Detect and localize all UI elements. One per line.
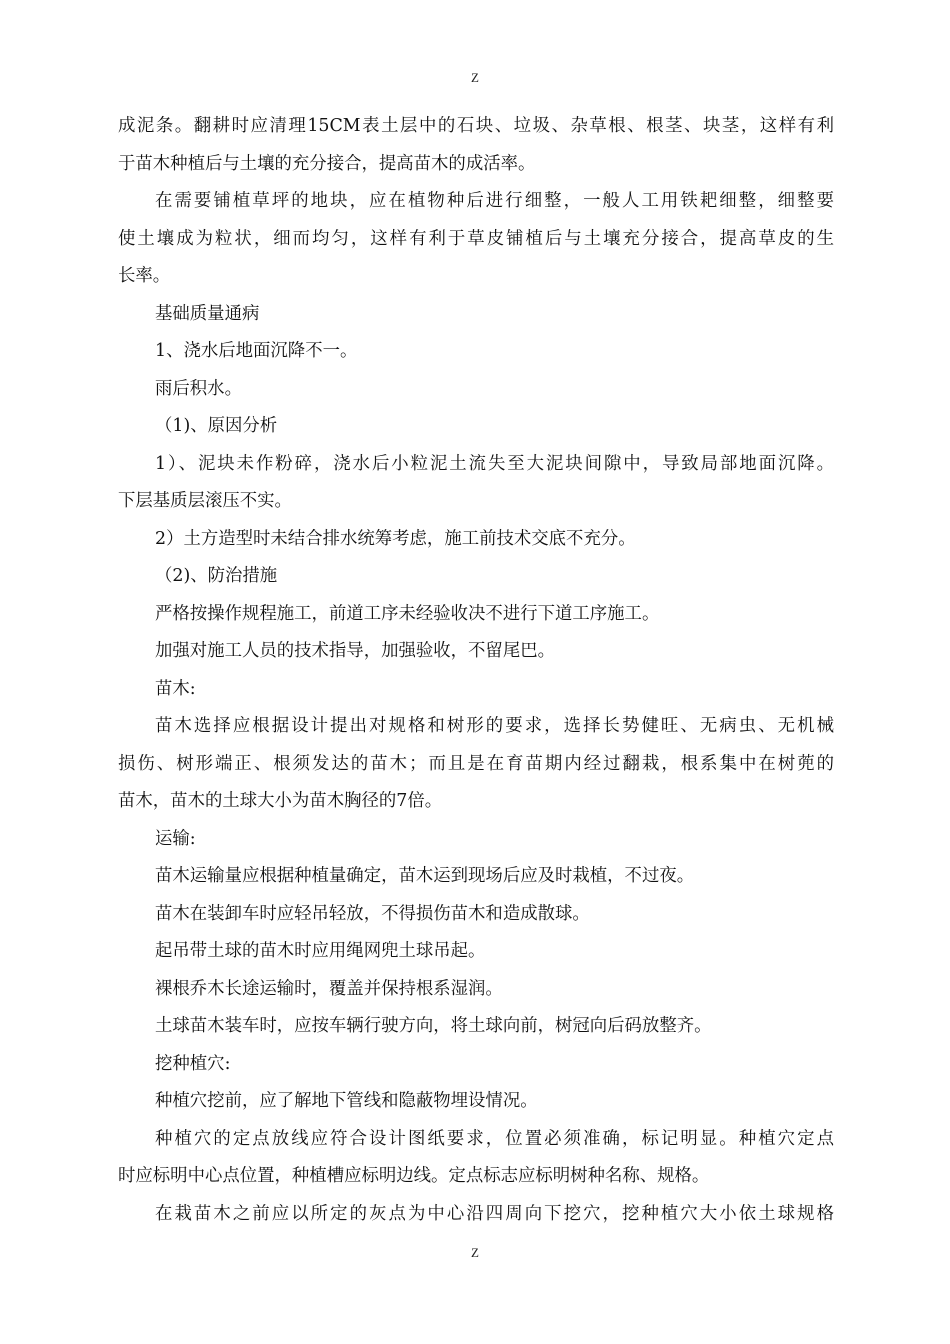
text-line: 雨后积水。 <box>155 378 242 399</box>
page-footer-mark: Z <box>471 1245 479 1260</box>
text-line: 种植穴挖前，应了解地下管线和隐蔽物埋设情况。 <box>155 1091 538 1111</box>
text-line: 1）、泥块未作粉碎，浇水后小粒泥土流失至大泥块间隙中，导致局部地面沉降。 <box>155 453 834 474</box>
text-line: 运输: <box>155 828 196 849</box>
text-line: 加强对施工人员的技术指导，加强验收，不留尾巴。 <box>155 641 555 661</box>
text-line: 苗木: <box>155 678 196 699</box>
text-line: （1)、原因分析 <box>155 416 278 436</box>
text-line: （2)、防治措施 <box>155 566 278 586</box>
text-line: 下层基质层滚压不实。 <box>118 491 292 511</box>
text-line: 挖种植穴: <box>155 1053 231 1074</box>
text-line: 苗木在装卸车时应轻吊轻放，不得损伤苗木和造成散球。 <box>155 903 590 924</box>
text-line: 成泥条。翻耕时应清理15CM表土层中的石块、垃圾、杂草根、根茎、块茎，这样有利 <box>118 116 834 136</box>
text-line: 严格按操作规程施工，前道工序未经验收决不进行下道工序施工。 <box>155 603 660 624</box>
text-line: 1、浇水后地面沉降不一。 <box>155 341 358 361</box>
text-line: 土球苗木装车时，应按车辆行驶方向，将土球向前，树冠向后码放整齐。 <box>155 1016 712 1036</box>
text-line: 苗木，苗木的土球大小为苗木胸径的7倍。 <box>118 791 443 811</box>
text-line: 种植穴的定点放线应符合设计图纸要求，位置必须准确，标记明显。种植穴定点 <box>155 1128 834 1149</box>
text-line: 在需要铺植草坪的地块，应在植物种后进行细整，一般人工用铁耙细整，细整要 <box>155 191 834 211</box>
text-line: 在栽苗木之前应以所定的灰点为中心沿四周向下挖穴，挖种植穴大小依土球规格 <box>155 1203 834 1224</box>
text-line: 苗木运输量应根据种植量确定，苗木运到现场后应及时栽植，不过夜。 <box>155 866 695 886</box>
page-header-mark: Z <box>471 70 479 85</box>
text-line: 2）土方造型时未结合排水统筹考虑，施工前技术交底不充分。 <box>155 528 636 549</box>
document-body <box>118 108 834 1233</box>
text-line: 长率。 <box>118 266 171 286</box>
text-line: 起吊带土球的苗木时应用绳网兜土球吊起。 <box>155 941 486 961</box>
text-line: 裸根乔木长途运输时，覆盖并保持根系湿润。 <box>155 978 503 999</box>
text-line: 基础质量通病 <box>155 303 260 324</box>
text-line: 苗木选择应根据设计提出对规格和树形的要求，选择长势健旺、无病虫、无机械 <box>155 716 834 736</box>
text-line: 于苗木种植后与土壤的充分接合，提高苗木的成活率。 <box>118 153 536 174</box>
text-line: 损伤、树形端正、根须发达的苗木；而且是在育苗期内经过翻栽，根系集中在树蔸的 <box>118 753 834 774</box>
text-line: 使土壤成为粒状，细而均匀，这样有利于草皮铺植后与土壤充分接合，提高草皮的生 <box>118 228 834 249</box>
text-line: 时应标明中心点位置，种植槽应标明边线。定点标志应标明树种名称、规格。 <box>118 1166 710 1186</box>
